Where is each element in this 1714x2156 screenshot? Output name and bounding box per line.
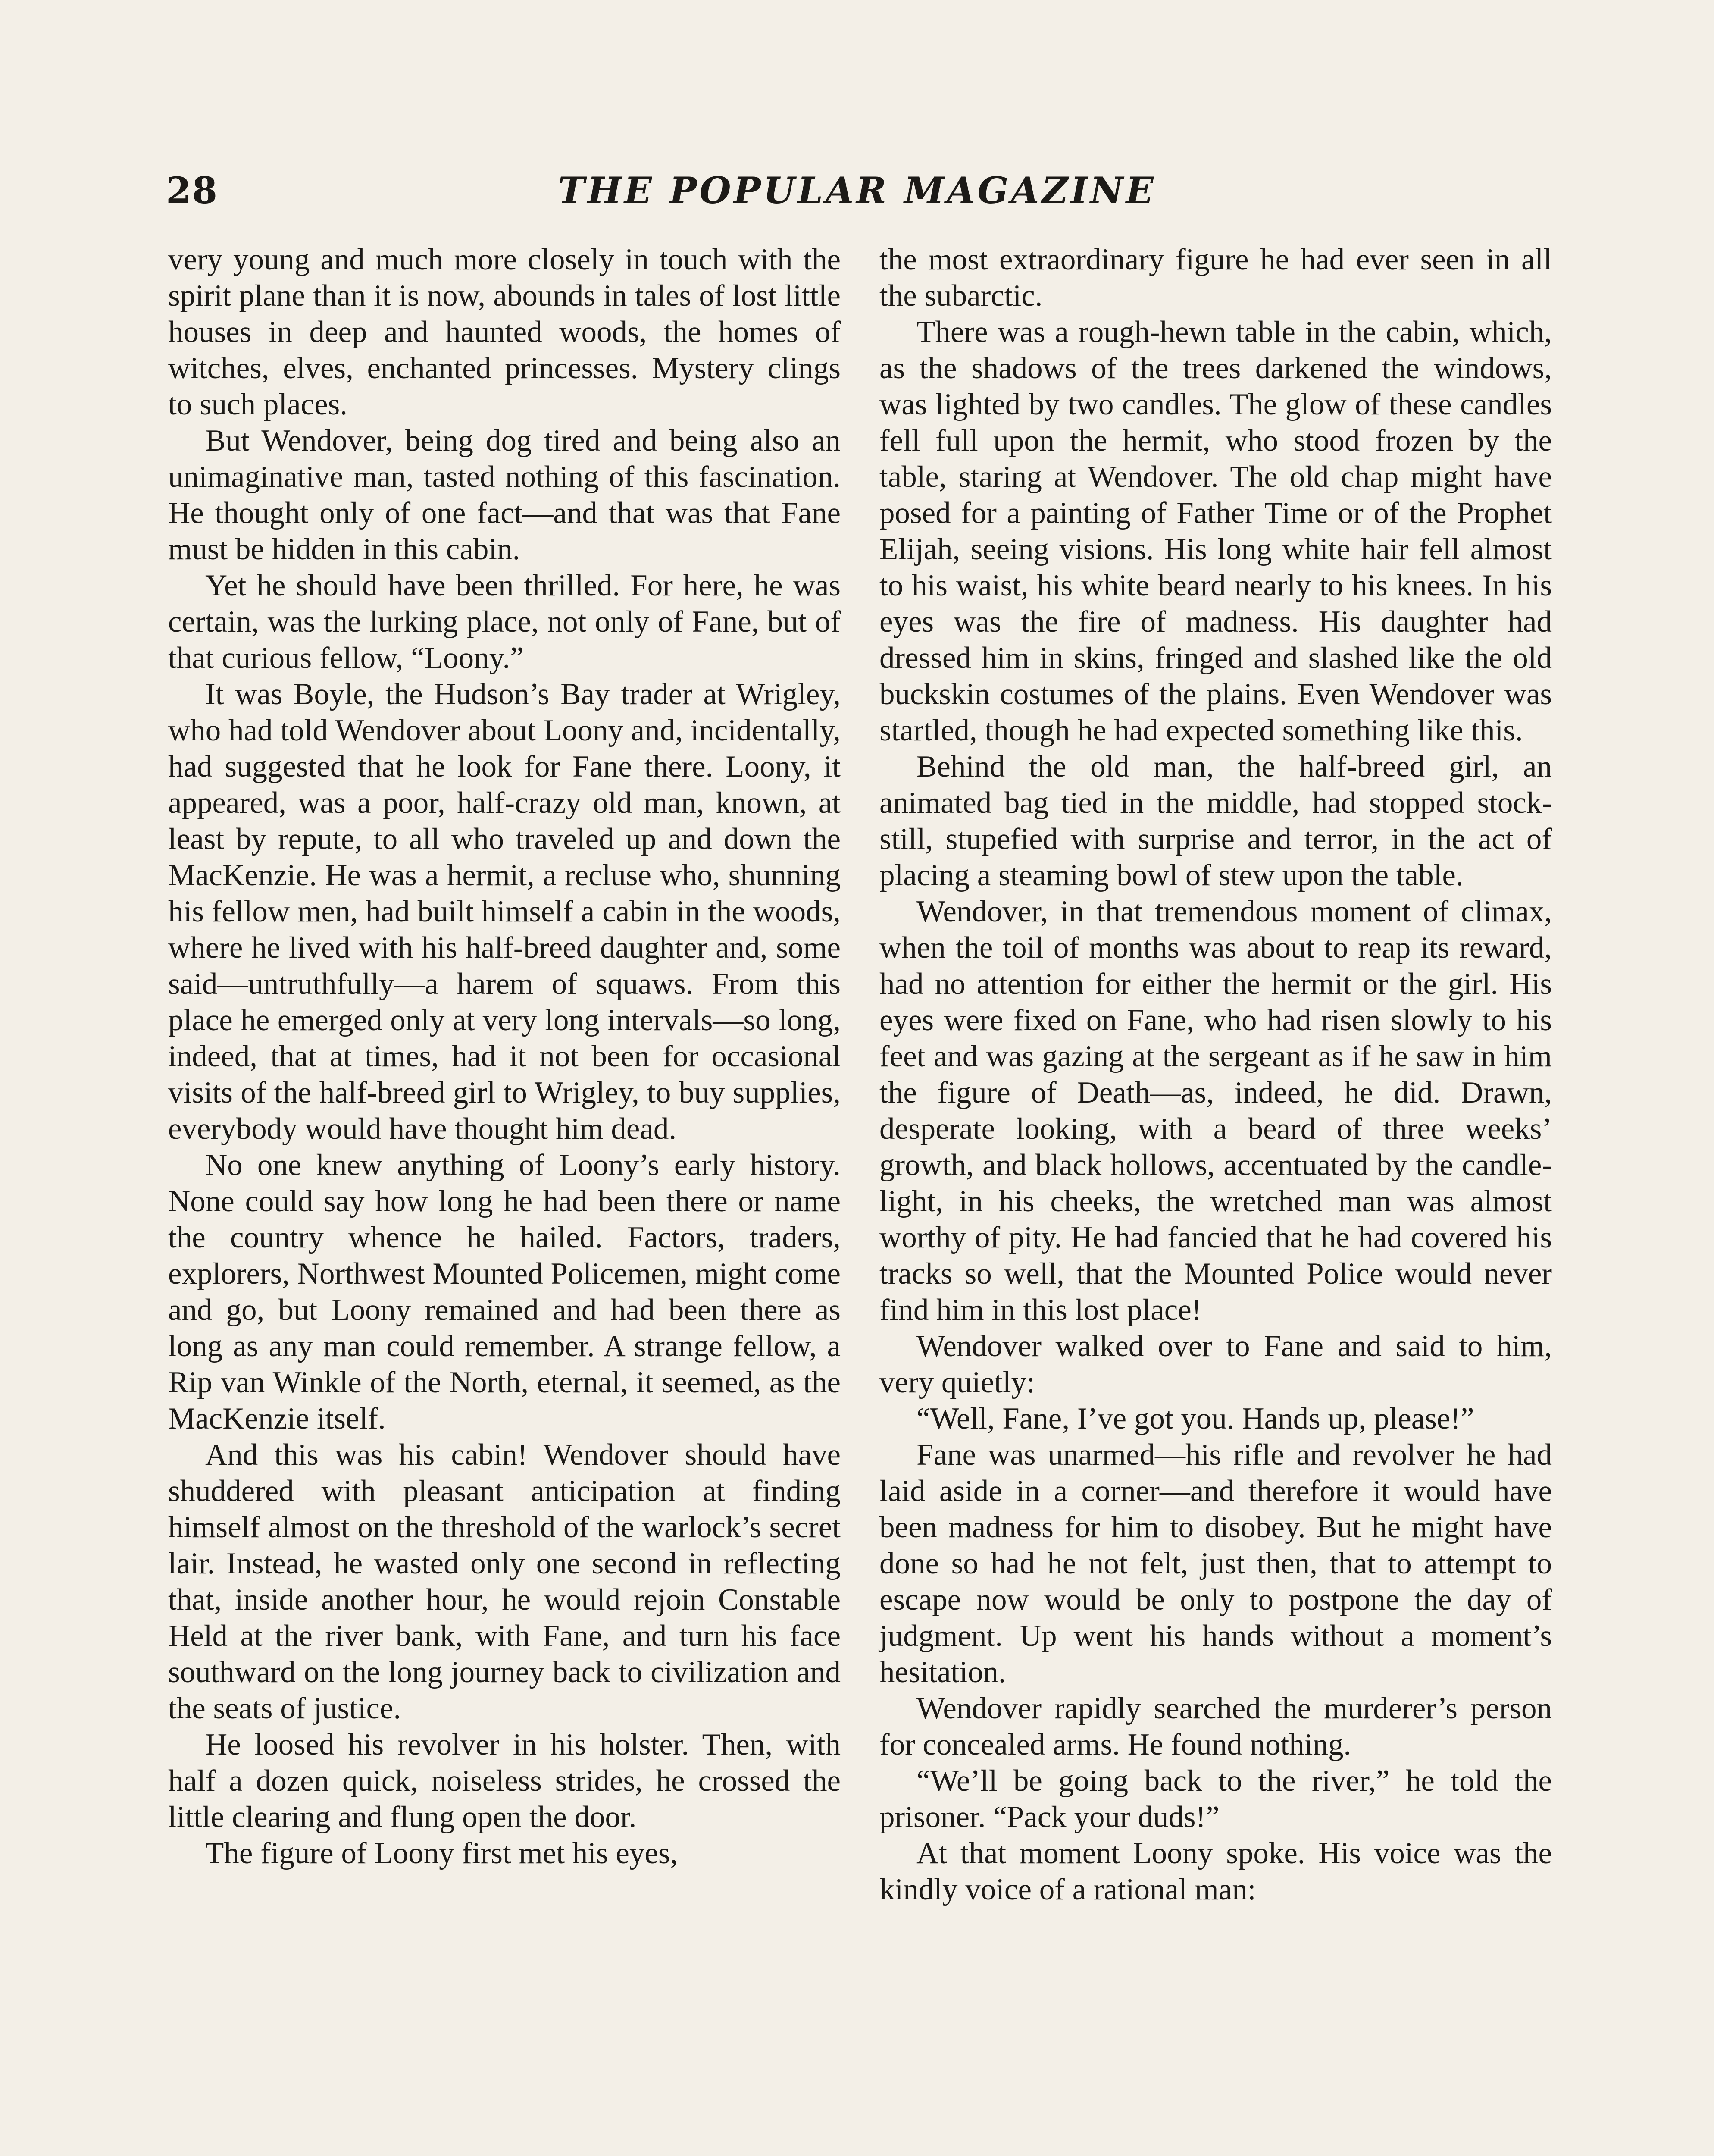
paragraph: Wendover rapidly searched the murderer’s person for concealed arms. He found nothing. xyxy=(879,1692,1552,1761)
paragraph: But Wendover, being dog tired and being also an unimaginative man, tasted nothing of this fascination. He thought only of one fact—and that was that Fane must be hidden in this cabin. xyxy=(168,424,841,566)
paragraph: Behind the old man, the half-breed girl, an animated bag tied in the middle, had stopped stock-still, stupefied with surprise and terror, in the act of placing a steaming bowl of stew upon the table. xyxy=(879,750,1552,892)
paragraph: the most extraordinary figure he had ever seen in all the subarctic. xyxy=(879,243,1552,313)
paragraph: At that moment Loony spoke. His voice was the kindly voice of a rational man: xyxy=(879,1836,1552,1906)
paragraph: “We’ll be going back to the river,” he told the prisoner. “Pack your duds!” xyxy=(879,1764,1552,1834)
paragraph: The figure of Loony first met his eyes, xyxy=(205,1836,678,1870)
paragraph: There was a rough-hewn table in the cabin, which, as the shadows of the trees darkened the windows, was lighted by two candles. The glow of these candles fell full upon the hermit, who stood frozen by the table, staring at Wendover. The old chap might have posed for a painting of Father Time or of the Prophet Elijah, seeing visions. His long white hair fell almost to his waist, his white beard nearly to his knees. In his eyes was the fire of madness. His daughter had dressed him in skins, fringed and slashed like the old buckskin costumes of the plains. Even Wendover was startled, though he had expected something like this. xyxy=(879,315,1552,747)
paragraph: Wendover, in that tremendous moment of climax, when the toil of months was about to reap its reward, had no attention for either the hermit or the girl. His eyes were fixed on Fane, who had risen slowly to his feet and was gazing at the sergeant as if he saw in him the figure of Death—as, indeed, he did. Drawn, desperate looking, with a beard of three weeks’ growth, and black hollows, accentuated by the candlelight, in his cheeks, the wretched man was almost worthy of pity. He had fancied that he had covered his tracks so well, that the Mounted Police would never find him in this lost place! xyxy=(879,895,1552,1327)
paragraph: It was Boyle, the Hudson’s Bay trader at Wrigley, who had told Wendover about Loony and, incidentally, had suggested that he look for Fane there. Loony, it appeared, was a poor, half-crazy old man, known, at least by repute, to all who traveled up and down the MacKenzie. He was a hermit, a recluse who, shunning his fellow men, had built himself a cabin in the woods, where he lived with his half-breed daughter and, some said—untruthfully—a harem of squaws. From this place he emerged only at very long intervals—so long, indeed, that at times, had it not been for occasional visits of the half-breed girl to Wrigley, to buy supplies, everybody would have thought him dead. xyxy=(168,677,841,1146)
paragraph: Fane was unarmed—his rifle and revolver he had laid aside in a corner—and therefore it would have been madness for him to disobey. But he might have done so had he not felt, just then, that to attempt to escape now would be only to postpone the day of judgment. Up went his hands without a moment’s hesitation. xyxy=(879,1438,1552,1689)
paragraph: very young and much more closely in touch with the spirit plane than it is now, abounds in tales of lost little houses in deep and haunted woods, the homes of witches, elves, enchanted princesses. Mystery clings to such places. xyxy=(168,243,841,421)
paragraph: Wendover walked over to Fane and said to him, very quietly: xyxy=(879,1329,1552,1399)
paragraph: And this was his cabin! Wendover should have shuddered with pleasant anticipation at finding himself almost on the threshold of the warlock’s secret lair. Instead, he wasted only one second in reflecting that, inside another hour, he would rejoin Constable Held at the river bank, with Fane, and turn his face southward on the long journey back to civilization and the seats of justice. xyxy=(168,1438,841,1725)
paragraph: No one knew anything of Loony’s early history. None could say how long he had been there or name the country whence he hailed. Factors, traders, explorers, Northwest Mounted Policemen, might come and go, but Loony remained and had been there as long as any man could remember. A strange fellow, a Rip van Winkle of the North, eternal, it seemed, as the MacKenzie itself. xyxy=(168,1148,841,1435)
paragraph: Yet he should have been thrilled. For here, he was certain, was the lurking place, not only of Fane, but of that curious fellow, “Loony.” xyxy=(168,569,841,675)
left-column xyxy=(168,241,841,2156)
paragraph: He loosed his revolver in his holster. Then, with half a dozen quick, noiseless strides, he crossed the little clearing and flung open the door. xyxy=(168,1728,841,1834)
page-number: 28 xyxy=(166,169,218,212)
paragraph: “Well, Fane, I’ve got you. Hands up, please!” xyxy=(916,1402,1474,1435)
right-column xyxy=(879,241,1552,2156)
running-head: THE POPULAR MAGAZINE xyxy=(558,169,1156,212)
